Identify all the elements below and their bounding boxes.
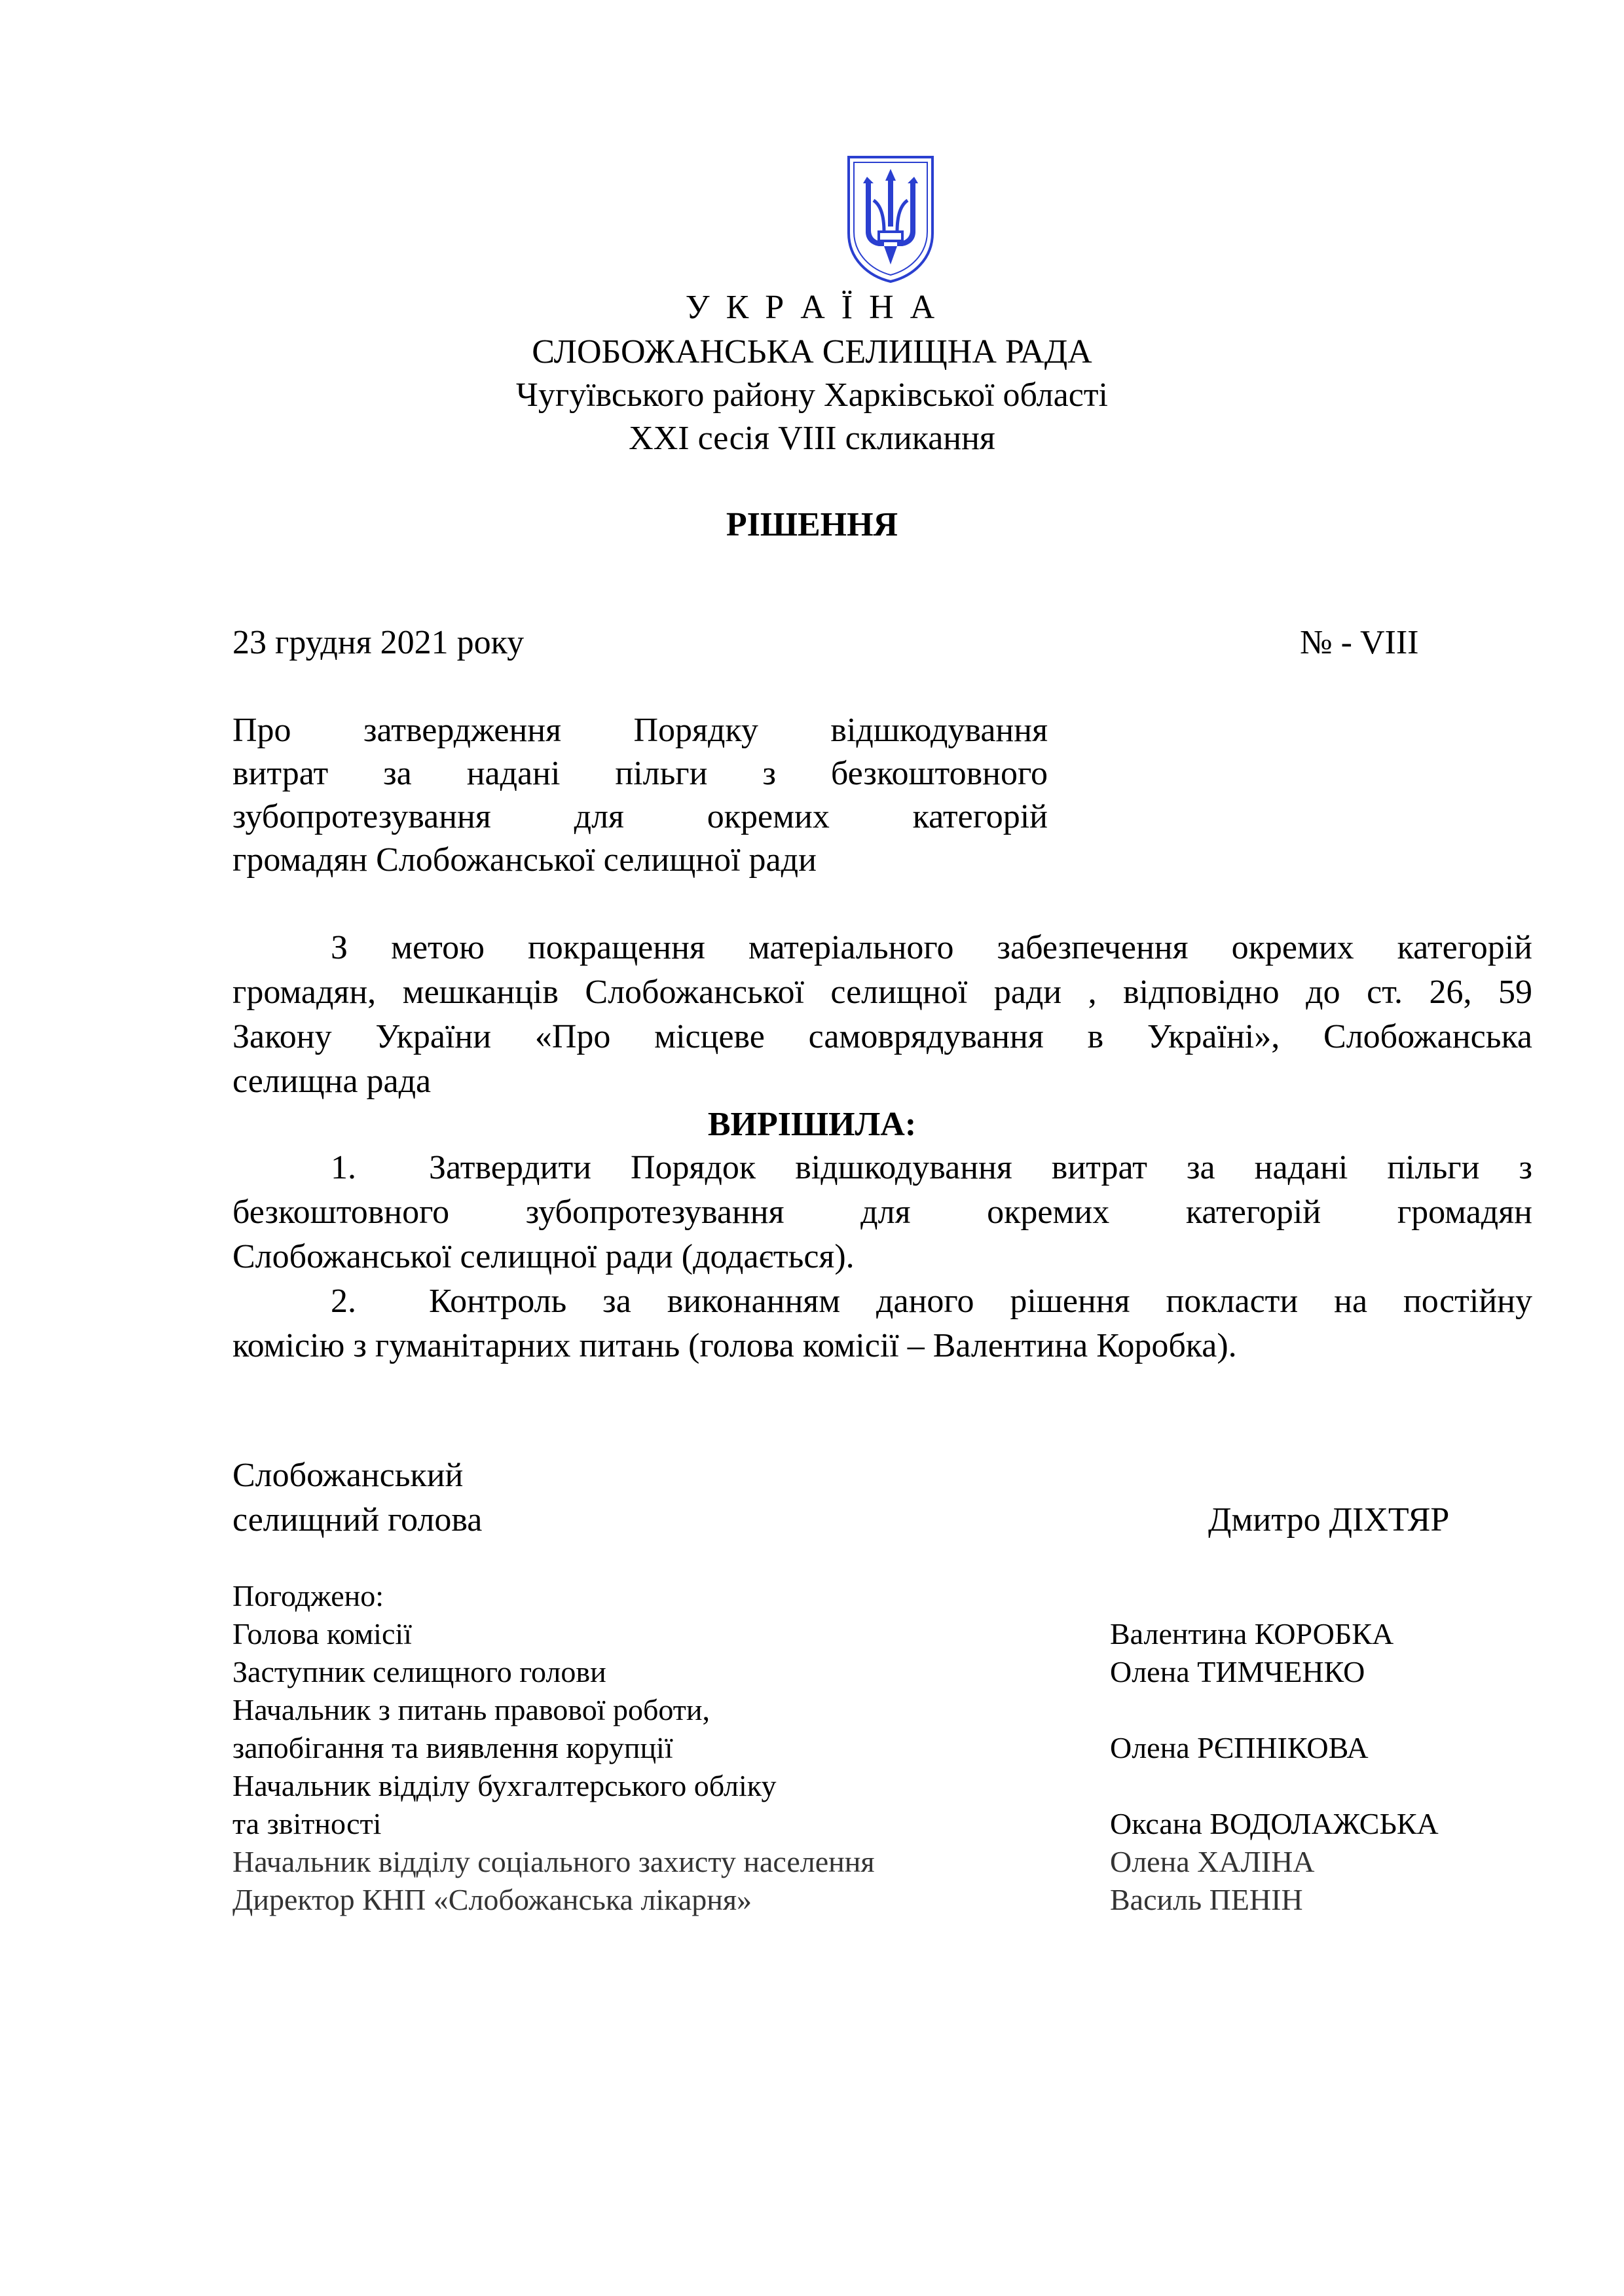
decision-date: 23 грудня 2021 року: [232, 624, 525, 661]
item-line: Слобожанської селищної ради (додається).: [232, 1238, 855, 1275]
preamble-line: селищна рада: [232, 1063, 432, 1100]
council-name: СЛОБОЖАНСЬКА СЕЛИЩНА РАДА: [532, 333, 1092, 371]
approval-name: Валентина КОРОБКА: [1110, 1617, 1394, 1650]
approval-name: Олена ТИМЧЕНКО: [1110, 1655, 1365, 1688]
item-line: комісію з гуманітарних питань (голова комісії – Валентина Коробка).: [232, 1327, 1237, 1364]
approval-name: Василь ПЕНІН: [1110, 1883, 1303, 1916]
approval-role: Начальник відділу соціального захисту населення: [232, 1845, 875, 1878]
preamble-line: З метою покращення матеріального забезпечення окремих категорій: [331, 929, 1532, 966]
approval-role: Заступник селищного голови: [232, 1655, 606, 1688]
item-line: Контроль за виконанням даного рішення покласти на постійну: [429, 1283, 1532, 1320]
signatory-name: Дмитро ДІХТЯР: [1208, 1501, 1450, 1539]
subject-line: Про затвердження Порядку відшкодування: [232, 712, 1048, 749]
item-line: безкоштовного зубопротезування для окремих категорій громадян: [232, 1194, 1532, 1231]
subject-line: витрат за надані пільги з безкоштовного: [232, 755, 1048, 792]
page-title: РІШЕННЯ: [726, 506, 898, 543]
preamble-line: Закону України «Про місцеве самоврядування в Україні», Слобожанська: [232, 1018, 1532, 1055]
approval-name: Олена ХАЛІНА: [1110, 1845, 1315, 1878]
approval-name: Олена РЄПНІКОВА: [1110, 1731, 1369, 1764]
approval-name: Оксана ВОДОЛАЖСЬКА: [1110, 1807, 1439, 1840]
decision-number: № - VIII: [1300, 624, 1419, 661]
item-number: 1.: [331, 1149, 356, 1186]
approval-role: Начальник відділу бухгалтерського обліку: [232, 1769, 777, 1802]
approval-role: та звітності: [232, 1807, 382, 1840]
subject-line: зубопротезування для окремих категорій: [232, 798, 1048, 835]
country-name: У К Р А Ї Н А: [685, 289, 939, 326]
item-line: Затвердити Порядок відшкодування витрат за надані пільги з: [429, 1149, 1532, 1186]
item-number: 2.: [331, 1283, 356, 1320]
subject-line: громадян Слобожанської селищної ради: [232, 841, 817, 879]
signatory-position: селищний голова: [232, 1501, 483, 1539]
approval-role: Директор КНП «Слобожанська лікарня»: [232, 1883, 752, 1916]
resolved-heading: ВИРІШИЛА:: [707, 1106, 917, 1143]
session-info: XXI сесія VIII скликання: [629, 420, 995, 457]
signatory-position: Слобожанський: [232, 1457, 464, 1494]
approval-role: Голова комісії: [232, 1617, 412, 1650]
coat-of-arms-icon: [845, 155, 936, 283]
preamble-line: громадян, мешканців Слобожанської селищної ради , відповідно до ст. 26, 59: [232, 974, 1532, 1011]
approval-role: Начальник з питань правової роботи,: [232, 1693, 710, 1726]
approval-role: запобігання та виявлення корупції: [232, 1731, 673, 1764]
district-name: Чугуївського району Харківської області: [516, 376, 1108, 414]
approvals-heading: Погоджено:: [232, 1579, 384, 1613]
